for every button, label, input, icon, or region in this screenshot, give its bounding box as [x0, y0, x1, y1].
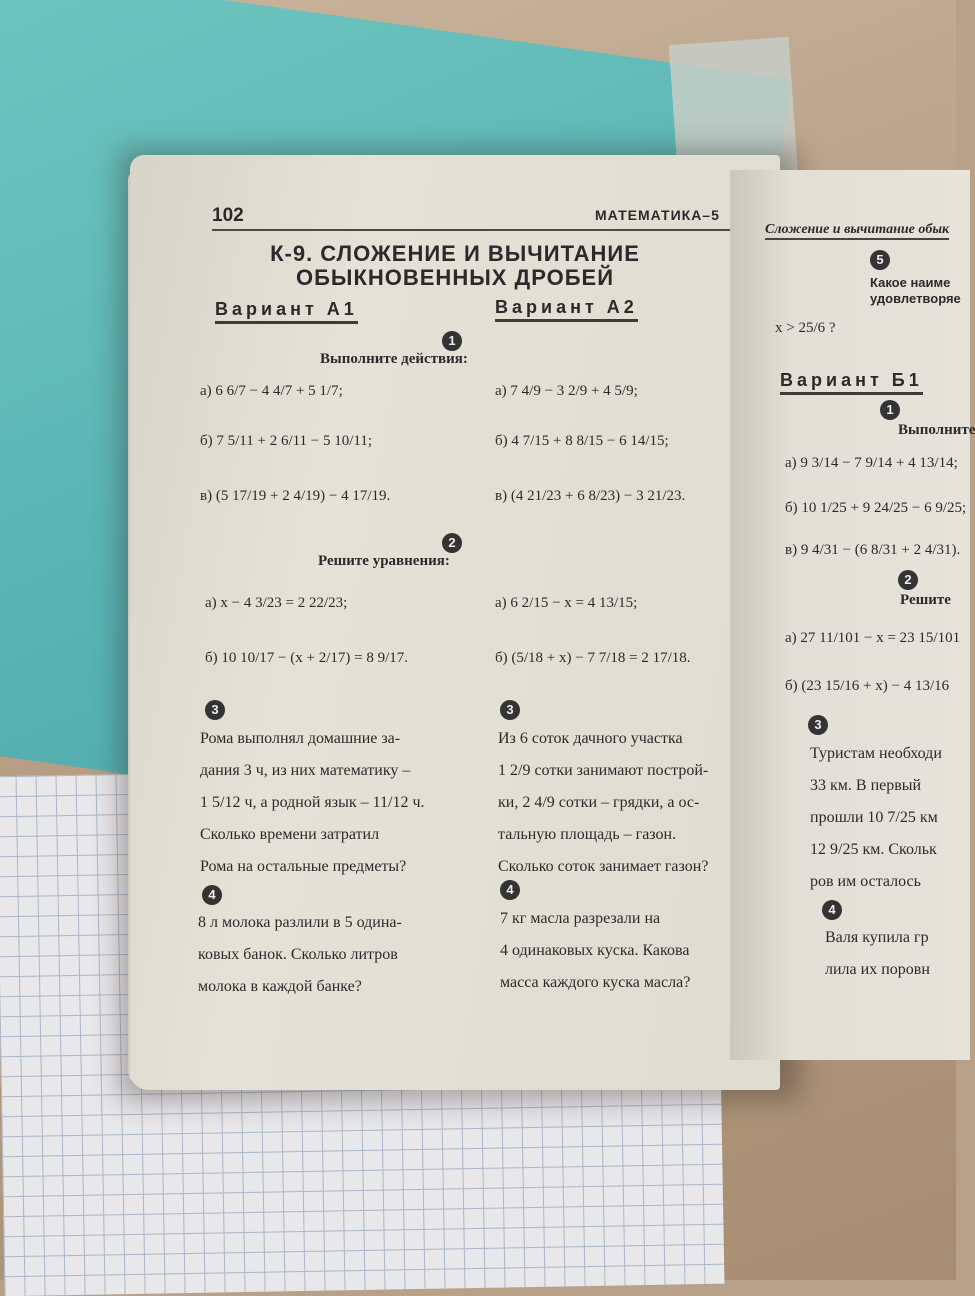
a2-task3-line: 1 2/9 сотки занимают построй- [498, 762, 709, 779]
a2-task3-badge: 3 [500, 700, 520, 720]
rp-task3-line: ров им осталось [810, 873, 921, 890]
a2-task4-line: масса каждого куска масла? [500, 974, 691, 991]
a2-task3-line: Сколько соток занимает газон? [498, 858, 709, 875]
rp-task2-instruction: Решите [900, 592, 951, 608]
a1-task2-a: а) x − 4 3/23 = 2 22/23; [205, 595, 348, 611]
task1-instruction: Выполните действия: [320, 351, 468, 367]
rp-task3-line: 12 9/25 км. Скольк [810, 841, 937, 858]
a2-task4-line: 4 одинаковых куска. Какова [500, 942, 690, 959]
rp-task1-instruction: Выполните [898, 422, 975, 438]
rp-task5-line: удовлетворяе [870, 291, 961, 306]
rp-task5-line: Какое наиме [870, 275, 951, 290]
a2-task4-badge: 4 [500, 880, 520, 900]
left-book-page [130, 155, 780, 1090]
a1-task1-a: а) 6 6/7 − 4 4/7 + 5 1/7; [200, 383, 343, 399]
a1-task4-line: молока в каждой банке? [198, 978, 362, 995]
a1-task3-line: дания 3 ч, из них математику – [200, 762, 411, 779]
rp-task3-line: 33 км. В первый [810, 777, 922, 794]
rp-task1-a: а) 9 3/14 − 7 9/14 + 4 13/14; [785, 455, 958, 471]
a1-task2-b: б) 10 10/17 − (x + 2/17) = 8 9/17. [205, 650, 408, 666]
rp-task4-badge: 4 [822, 900, 842, 920]
rp-task4-line: Валя купила гр [825, 929, 929, 946]
rp-task3-badge: 3 [808, 715, 828, 735]
variant-a2-heading: Вариант А2 [495, 297, 638, 322]
a2-task1-c: в) (4 21/23 + 6 8/23) − 3 21/23. [495, 488, 686, 504]
rp-task4-line: лила их поровн [825, 961, 930, 978]
rp-task3-line: прошли 10 7/25 км [810, 809, 938, 826]
a1-task1-b: б) 7 5/11 + 2 6/11 − 5 10/11; [200, 433, 373, 449]
right-book-page [730, 170, 975, 1060]
variant-a1-heading: Вариант А1 [215, 299, 358, 324]
header-rule [212, 229, 732, 231]
chapter-title-line1: К-9. СЛОЖЕНИЕ И ВЫЧИТАНИЕ [270, 241, 640, 266]
a1-task4-line: ковых банок. Сколько литров [198, 946, 398, 963]
task2-number-badge: 2 [442, 533, 462, 553]
task1-number-badge: 1 [442, 331, 462, 351]
a1-task3-badge: 3 [205, 700, 225, 720]
a2-task3-line: Из 6 соток дачного участка [498, 730, 683, 747]
rp-task1-b: б) 10 1/25 + 9 24/25 − 6 9/25; [785, 500, 967, 516]
a1-task1-c: в) (5 17/19 + 2 4/19) − 4 17/19. [200, 488, 391, 504]
rp-task5-badge: 5 [870, 250, 890, 270]
a1-task3-line: Рома выполнял домашние за- [200, 730, 401, 747]
a2-task2-a: а) 6 2/15 − x = 4 13/15; [495, 595, 638, 611]
a2-task2-b: б) (5/18 + x) − 7 7/18 = 2 17/18. [495, 650, 691, 666]
rp-inequality: x > 25/6 ? [775, 320, 836, 336]
page-number: 102 [212, 205, 244, 226]
chapter-title-line2: ОБЫКНОВЕННЫХ ДРОБЕЙ [295, 265, 615, 290]
task2-instruction: Решите уравнения: [318, 553, 450, 569]
a1-task4-line: 8 л молока разлили в 5 одина- [198, 914, 402, 931]
variant-b1-heading: Вариант Б1 [780, 370, 923, 395]
rp-task2-a: а) 27 11/101 − x = 23 15/101 [785, 630, 961, 646]
a1-task3-line: Сколько времени затратил [200, 826, 380, 843]
a2-task4-line: 7 кг масла разрезали на [500, 910, 661, 927]
rp-task3-line: Туристам необходи [810, 745, 942, 762]
a2-task1-b: б) 4 7/15 + 8 8/15 − 6 14/15; [495, 433, 669, 449]
a2-task1-a: а) 7 4/9 − 3 2/9 + 4 5/9; [495, 383, 638, 399]
right-page-header: Сложение и вычитание обык [765, 222, 949, 240]
rp-task2-badge: 2 [898, 570, 918, 590]
rp-task1-c: в) 9 4/31 − (6 8/31 + 2 4/31). [785, 542, 961, 558]
rp-task1-badge: 1 [880, 400, 900, 420]
a2-task3-line: тальную площадь – газон. [498, 826, 677, 843]
subject-header: МАТЕМАТИКА–5 [595, 207, 720, 223]
a1-task3-line: 1 5/12 ч, а родной язык – 11/12 ч. [200, 794, 425, 811]
a1-task3-line: Рома на остальные предметы? [200, 858, 407, 875]
a1-task4-badge: 4 [202, 885, 222, 905]
a2-task3-line: ки, 2 4/9 сотки – грядки, а ос- [498, 794, 700, 811]
rp-task2-b: б) (23 15/16 + x) − 4 13/16 [785, 678, 950, 694]
